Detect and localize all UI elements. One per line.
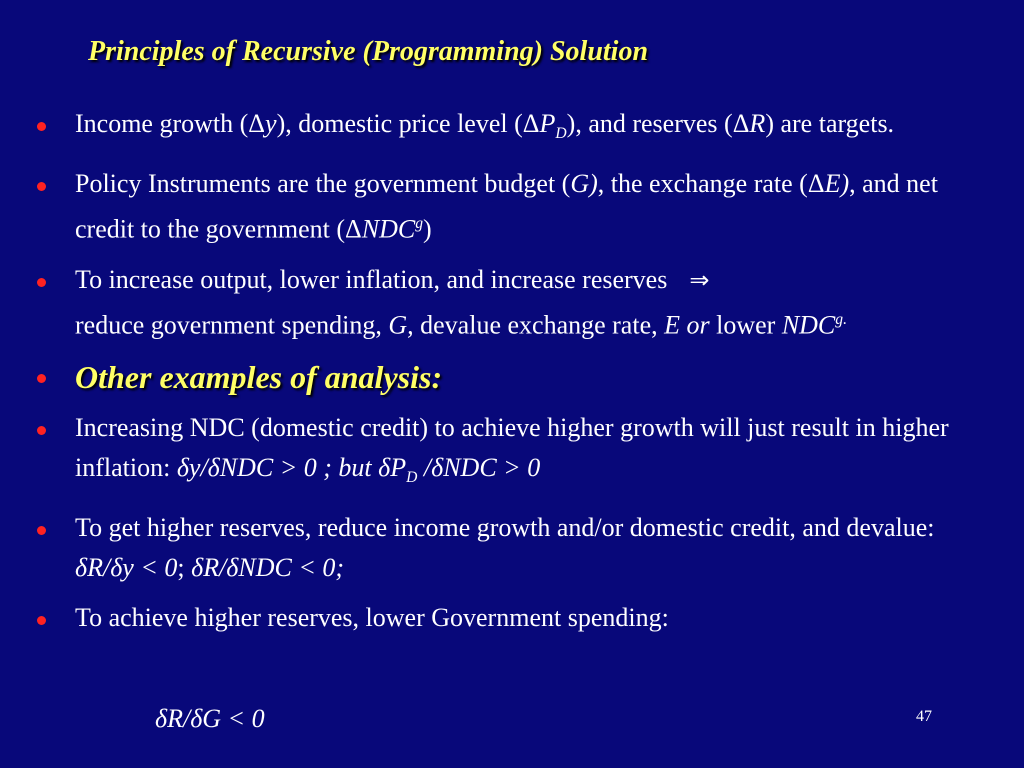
bullet-text: , the exchange rate ( xyxy=(597,169,808,199)
subscript-d: D xyxy=(555,125,567,143)
derivative-expression: /δNDC > 0 xyxy=(417,452,541,482)
bullet-dot-icon xyxy=(37,182,46,191)
bullet-text: ; xyxy=(177,552,192,582)
bullet-policy-mix xyxy=(34,260,974,346)
derivative-expression: δR/δNDC < 0; xyxy=(191,552,345,582)
variable-p: P xyxy=(539,109,556,138)
bullet-text: reduce government spending, xyxy=(75,310,389,340)
variable-ndc: NDC xyxy=(781,310,836,340)
bullet-ndc-growth xyxy=(34,408,974,498)
bullet-text: , and net credit to the government ( xyxy=(75,169,938,244)
variable-y: y xyxy=(265,109,277,138)
bullet-text: ), and reserves ( xyxy=(566,109,733,138)
bullet-dot-icon xyxy=(37,374,46,383)
delta-symbol: Δ xyxy=(732,109,750,138)
bullet-instruments xyxy=(34,164,974,250)
bullet-text: , domestic price level ( xyxy=(285,109,523,138)
bullet-dot-icon xyxy=(37,616,46,625)
bullet-heading-examples xyxy=(34,356,974,398)
bullet-text: ) xyxy=(423,214,432,244)
bullet-text: Policy Instruments are the government budget ( xyxy=(75,169,571,199)
bullet-reserves xyxy=(34,508,974,588)
bullet-text: Income growth ( xyxy=(75,109,249,138)
variable-g: G, xyxy=(388,310,414,340)
bullet-dot-icon xyxy=(37,426,46,435)
formula: δR/δG < 0 xyxy=(155,704,265,733)
derivative-expression: δR/δy < 0 xyxy=(75,552,178,582)
variable-e: E xyxy=(824,169,841,199)
variable-e-or: E or xyxy=(664,310,710,340)
delta-symbol: Δ xyxy=(522,109,540,138)
bullet-dot-icon xyxy=(37,122,46,131)
bullet-text: Increasing NDC (domestic credit) to achieve higher growth will just result in higher inflation: xyxy=(75,412,949,482)
variable-r: R xyxy=(749,109,766,138)
implies-arrow-icon: ⇒ xyxy=(689,265,710,294)
bullet-text: lower xyxy=(709,310,782,340)
bullet-text: To increase output, lower inflation, and increase reserves xyxy=(75,264,668,294)
bullet-text: ) xyxy=(840,169,850,199)
delta-symbol: Δ xyxy=(807,169,825,199)
page-number: 47 xyxy=(916,708,932,725)
bullet-dot-icon xyxy=(37,278,46,287)
bullet-text: ) xyxy=(765,109,774,138)
bullet-text: To achieve higher reserves, lower Government spending: xyxy=(75,602,669,632)
bullet-government-spending xyxy=(34,598,974,638)
delta-symbol: Δ xyxy=(345,214,362,244)
bullet-dot-icon xyxy=(37,526,46,535)
slide-title: Principles of Recursive (Programming) Solution xyxy=(88,36,649,67)
derivative-expression: δy/δNDC > 0 ; but δP xyxy=(176,452,407,482)
bullet-text: To get higher reserves, reduce income growth and/or domestic credit, and devalue: xyxy=(75,512,935,542)
superscript-g: g xyxy=(415,215,424,233)
delta-symbol: Δ xyxy=(248,109,266,138)
bullet-targets xyxy=(34,104,974,154)
superscript-g: g. xyxy=(835,310,847,328)
section-heading: Other examples of analysis: xyxy=(75,358,443,395)
bullet-text: devalue exchange rate, xyxy=(413,310,665,340)
variable-ndc: NDC xyxy=(361,214,416,244)
bullet-list xyxy=(34,104,974,648)
bullet-text: are targets. xyxy=(773,109,895,138)
subscript-d: D xyxy=(406,468,418,486)
variable-g: G xyxy=(570,169,590,199)
bullet-text: ) xyxy=(589,169,598,199)
bullet-text: ) xyxy=(276,109,286,138)
